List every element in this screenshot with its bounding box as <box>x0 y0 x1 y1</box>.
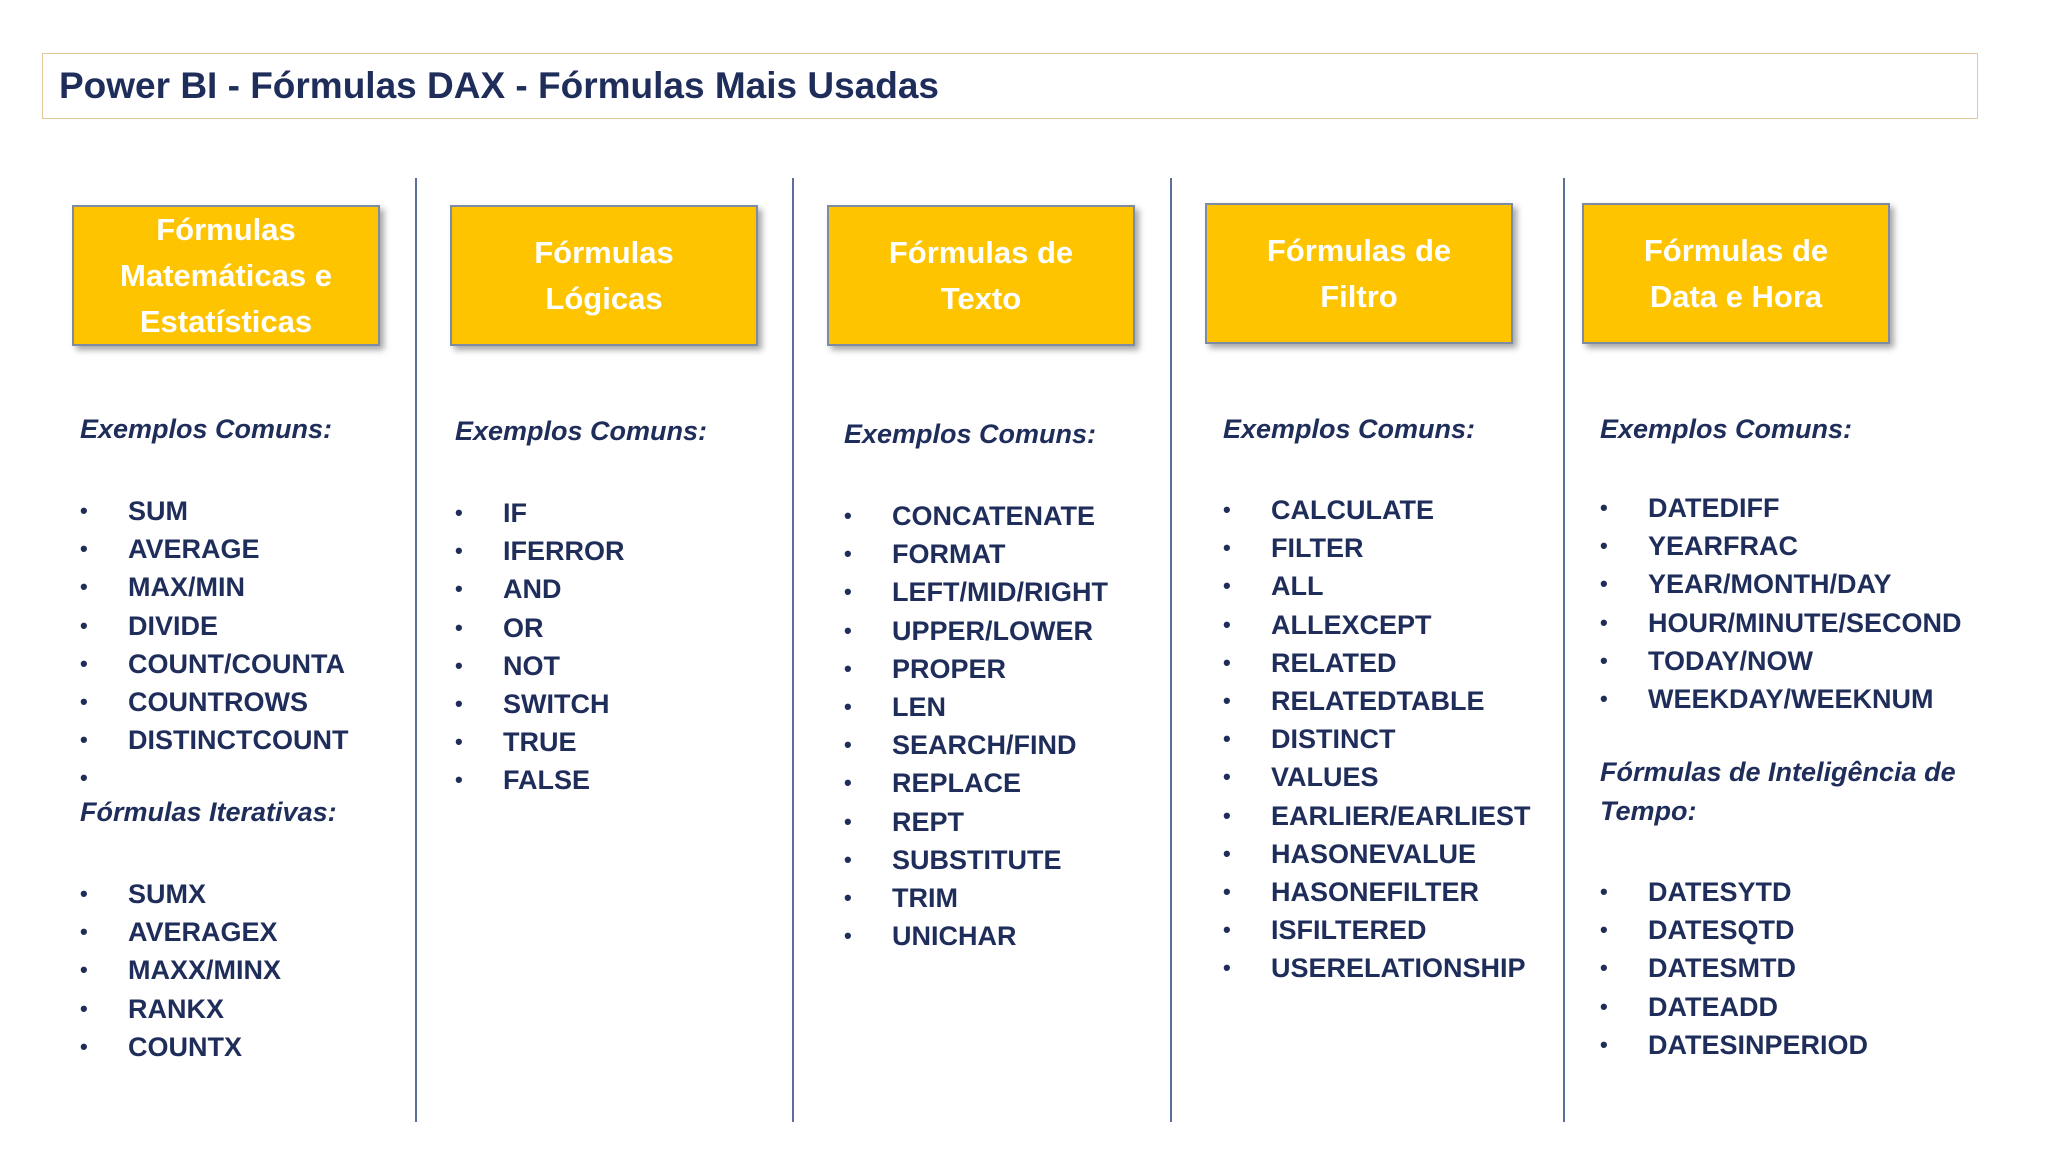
bullet-icon: • <box>455 538 463 564</box>
list-item <box>1600 489 1962 527</box>
list-item <box>844 535 1108 573</box>
list-item <box>1223 720 1531 758</box>
formula-name: HOUR/MINUTE/SECOND <box>1648 607 1962 638</box>
bullet-icon: • <box>844 503 852 528</box>
formula-name: COUNT/COUNTA <box>128 648 345 679</box>
list-item <box>1223 606 1531 644</box>
bullet-icon: • <box>1223 611 1231 637</box>
list-item <box>80 759 348 797</box>
category-header-box <box>1582 203 1890 344</box>
bullet-icon: • <box>1600 993 1608 1019</box>
category-header-label: Fórmulas de Filtro <box>1266 232 1452 314</box>
list-item <box>80 492 348 530</box>
formula-name: LEN <box>892 691 946 722</box>
bullet-icon: • <box>1223 687 1231 713</box>
bullet-icon: • <box>455 767 463 793</box>
list-item <box>844 803 1108 841</box>
formula-name: TODAY/NOW <box>1648 645 1814 676</box>
bullet-icon: • <box>1223 497 1231 522</box>
bullet-icon: • <box>80 727 88 753</box>
list-item <box>80 607 348 645</box>
bullet-icon: • <box>1600 955 1608 981</box>
list-item <box>1223 567 1531 605</box>
formula-name: REPT <box>892 806 965 837</box>
formula-name: REPLACE <box>892 768 1022 799</box>
bullet-icon: • <box>844 923 852 949</box>
section-label: Exemplos Comuns: <box>455 416 708 446</box>
list-item <box>455 532 625 570</box>
bullet-icon: • <box>80 995 88 1021</box>
section-label: Exemplos Comuns: <box>1600 414 1853 444</box>
category-header-box <box>450 205 758 346</box>
formula-name: OR <box>503 612 544 643</box>
formula-name: YEARFRAC <box>1648 531 1799 562</box>
formula-name: LEFT/MID/RIGHT <box>892 577 1108 608</box>
formula-name: TRIM <box>892 882 958 913</box>
bullet-icon: • <box>455 652 463 678</box>
bullet-icon: • <box>1600 917 1608 943</box>
bullet-icon: • <box>80 881 88 906</box>
formula-name: PROPER <box>892 653 1007 684</box>
list-item <box>80 683 348 721</box>
formula-name: ISFILTERED <box>1271 915 1427 946</box>
formula-name: UPPER/LOWER <box>892 615 1094 646</box>
bullet-icon: • <box>455 690 463 716</box>
list-item <box>1223 758 1531 796</box>
list-item <box>1223 529 1531 567</box>
bullet-icon: • <box>844 579 852 605</box>
list-item <box>1223 835 1531 873</box>
formula-list <box>844 497 1108 955</box>
bullet-icon: • <box>80 688 88 714</box>
formula-list <box>1223 491 1531 987</box>
list-item <box>1600 527 1962 565</box>
formula-name: FORMAT <box>892 539 1006 570</box>
list-item <box>844 497 1108 535</box>
column-divider <box>1170 178 1172 1122</box>
list-item <box>1600 911 1868 949</box>
bullet-icon: • <box>1600 1031 1608 1057</box>
list-item <box>1223 873 1531 911</box>
list-item <box>1223 682 1531 720</box>
formula-name: COUNTX <box>128 1031 242 1062</box>
list-item <box>80 875 281 913</box>
formula-name: TRUE <box>503 727 577 758</box>
list-item <box>1600 1026 1868 1064</box>
formula-name: WEEKDAY/WEEKNUM <box>1648 683 1934 714</box>
list-item <box>844 612 1108 650</box>
formula-name: CONCATENATE <box>892 501 1095 531</box>
bullet-icon: • <box>80 1033 88 1059</box>
list-item <box>1600 873 1868 911</box>
bullet-icon: • <box>1600 685 1608 711</box>
formula-name: AVERAGEX <box>128 917 278 948</box>
bullet-icon: • <box>1600 879 1608 904</box>
formula-name: VALUES <box>1271 762 1379 793</box>
formula-list <box>80 875 281 1066</box>
list-item <box>1600 604 1962 642</box>
list-item <box>844 764 1108 802</box>
formula-name: DISTINCT <box>1271 724 1396 755</box>
list-item <box>1223 797 1531 835</box>
bullet-icon: • <box>455 500 463 525</box>
list-item <box>455 685 625 723</box>
formula-name: USERELATIONSHIP <box>1271 953 1526 984</box>
bullet-icon: • <box>1600 609 1608 635</box>
bullet-icon: • <box>844 732 852 758</box>
formula-name: SUM <box>128 496 188 526</box>
bullet-icon: • <box>455 614 463 640</box>
list-item <box>455 570 625 608</box>
bullet-icon: • <box>80 612 88 638</box>
list-item <box>455 723 625 761</box>
formula-name: SWITCH <box>503 688 610 719</box>
category-header-box <box>1205 203 1513 344</box>
bullet-icon: • <box>80 765 88 791</box>
list-item <box>844 573 1108 611</box>
section-label: Fórmulas Iterativas: <box>80 797 337 827</box>
bullet-icon: • <box>1223 802 1231 828</box>
formula-name: DATESQTD <box>1648 915 1795 946</box>
list-item <box>455 761 625 799</box>
column-divider <box>1563 178 1565 1122</box>
list-item <box>80 721 348 759</box>
bullet-icon: • <box>844 693 852 719</box>
bullet-icon: • <box>844 808 852 834</box>
formula-list <box>455 494 625 800</box>
bullet-icon: • <box>1600 647 1608 673</box>
bullet-icon: • <box>1223 917 1231 943</box>
formula-name: AND <box>503 574 562 605</box>
list-item <box>844 650 1108 688</box>
list-item <box>844 726 1108 764</box>
list-item <box>844 688 1108 726</box>
bullet-icon: • <box>1223 535 1231 561</box>
section-label: Exemplos Comuns: <box>80 414 333 444</box>
bullet-icon: • <box>844 770 852 796</box>
bullet-icon: • <box>80 957 88 983</box>
list-item <box>80 530 348 568</box>
list-item <box>1600 642 1962 680</box>
category-header-label: Fórmulas de Data e Hora <box>1643 232 1829 314</box>
formula-name: FILTER <box>1271 533 1364 564</box>
list-item <box>1600 988 1868 1026</box>
formula-name: RELATED <box>1271 647 1397 678</box>
list-item <box>80 1028 281 1066</box>
list-item <box>1223 911 1531 949</box>
formula-name: HASONEFILTER <box>1271 876 1479 907</box>
formula-name: SEARCH/FIND <box>892 730 1077 761</box>
list-item <box>844 841 1108 879</box>
section-label: Fórmulas de Inteligência de Tempo: <box>1600 757 1956 826</box>
list-item <box>80 990 281 1028</box>
bullet-icon: • <box>844 655 852 681</box>
formula-name: DIVIDE <box>128 610 219 641</box>
list-item <box>80 951 281 989</box>
category-header-box <box>827 205 1135 346</box>
bullet-icon: • <box>1223 726 1231 752</box>
formula-name: MAXX/MINX <box>128 955 282 986</box>
category-header-label: Fórmulas Lógicas <box>534 234 674 316</box>
bullet-icon: • <box>1223 840 1231 866</box>
formula-list <box>80 492 348 798</box>
formula-list <box>1600 489 1962 718</box>
list-item <box>844 917 1108 955</box>
bullet-icon: • <box>455 729 463 755</box>
bullet-icon: • <box>1223 764 1231 790</box>
page-title: Power BI - Fórmulas DAX - Fórmulas Mais Usadas <box>59 65 939 106</box>
title-bar <box>42 53 1978 119</box>
formula-name: NOT <box>503 650 560 681</box>
bullet-icon: • <box>1223 955 1231 981</box>
bullet-icon: • <box>1600 533 1608 559</box>
list-item <box>455 647 625 685</box>
formula-name: ALLEXCEPT <box>1271 609 1432 640</box>
list-item <box>80 645 348 683</box>
list-item <box>1223 949 1531 987</box>
formula-list <box>1600 873 1868 1064</box>
column-divider <box>415 178 417 1122</box>
bullet-icon: • <box>80 919 88 945</box>
formula-name: SUBSTITUTE <box>892 844 1062 875</box>
list-item <box>1223 491 1531 529</box>
bullet-icon: • <box>80 650 88 676</box>
list-item <box>1600 680 1962 718</box>
formula-name: DATESYTD <box>1648 877 1792 907</box>
formula-name: RELATEDTABLE <box>1271 685 1485 716</box>
category-header-label: Fórmulas Matemáticas e Estatísticas <box>120 211 332 339</box>
section-label: Exemplos Comuns: <box>844 419 1097 449</box>
formula-name: MAX/MIN <box>128 572 245 603</box>
formula-name: DATEDIFF <box>1648 493 1780 523</box>
bullet-icon: • <box>80 574 88 600</box>
formula-name: UNICHAR <box>892 921 1017 952</box>
column-divider <box>792 178 794 1122</box>
bullet-icon: • <box>844 541 852 567</box>
formula-name: EARLIER/EARLIEST <box>1271 800 1531 831</box>
list-item <box>80 913 281 951</box>
formula-name: IF <box>503 498 527 528</box>
formula-name: AVERAGE <box>128 534 260 565</box>
formula-name: DATESINPERIOD <box>1648 1029 1869 1060</box>
category-header-label: Fórmulas de Texto <box>888 234 1074 316</box>
bullet-icon: • <box>1223 649 1231 675</box>
formula-name: ALL <box>1271 571 1324 602</box>
formula-name: HASONEVALUE <box>1271 838 1477 869</box>
list-item <box>1223 644 1531 682</box>
formula-name: IFERROR <box>503 536 625 567</box>
list-item <box>1600 565 1962 603</box>
list-item <box>455 609 625 647</box>
bullet-icon: • <box>455 576 463 602</box>
formula-name: FALSE <box>503 765 591 796</box>
list-item <box>1600 949 1868 987</box>
bullet-icon: • <box>80 536 88 562</box>
bullet-icon: • <box>1223 878 1231 904</box>
list-item <box>455 494 625 532</box>
bullet-icon: • <box>1223 573 1231 599</box>
formula-name: SUMX <box>128 879 207 909</box>
list-item <box>844 879 1108 917</box>
bullet-icon: • <box>1600 571 1608 597</box>
list-item <box>80 568 348 606</box>
formula-name: DATESMTD <box>1648 953 1796 984</box>
formula-name: COUNTROWS <box>128 686 308 717</box>
formula-name: CALCULATE <box>1271 495 1434 525</box>
formula-name: YEAR/MONTH/DAY <box>1648 569 1892 600</box>
bullet-icon: • <box>844 846 852 872</box>
bullet-icon: • <box>844 617 852 643</box>
category-header-box <box>72 205 380 346</box>
bullet-icon: • <box>1600 495 1608 520</box>
formula-name: DISTINCTCOUNT <box>128 725 349 756</box>
formula-name: DATEADD <box>1648 991 1778 1022</box>
bullet-icon: • <box>80 498 88 523</box>
section-label: Exemplos Comuns: <box>1223 414 1476 444</box>
formula-name: RANKX <box>128 993 225 1024</box>
bullet-icon: • <box>844 884 852 910</box>
